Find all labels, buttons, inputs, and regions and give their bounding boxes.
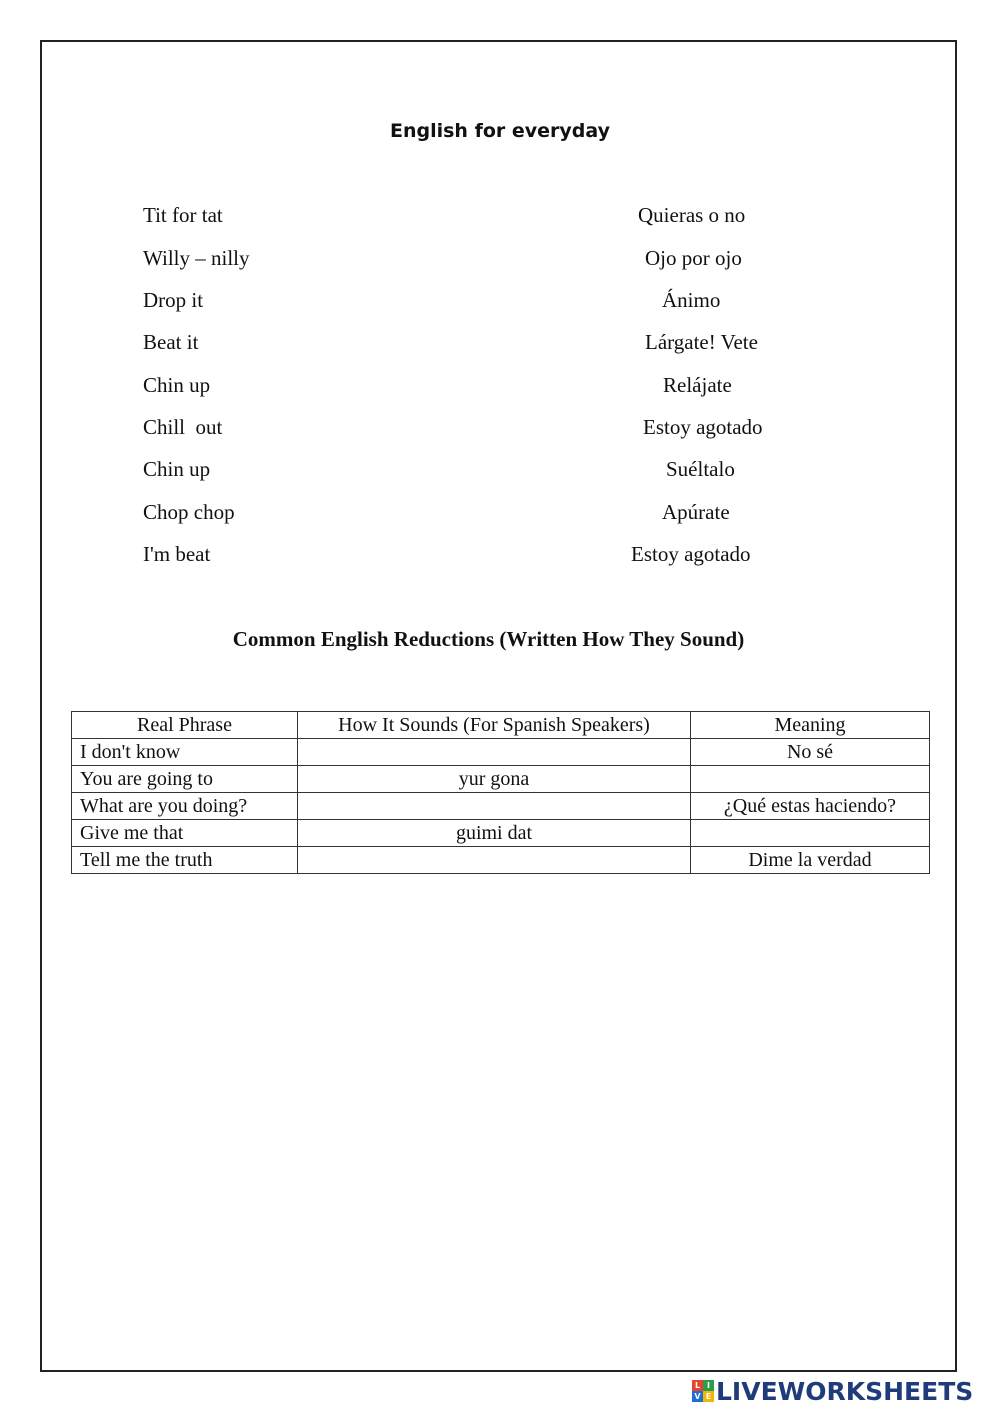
spanish-expression[interactable]: Estoy agotado bbox=[631, 542, 751, 566]
column-header: Meaning bbox=[691, 712, 930, 739]
liveworksheets-logo-icon bbox=[692, 1380, 714, 1402]
brand-name: LIVEWORKSHEETS bbox=[716, 1376, 974, 1406]
phrase-cell: Tell me the truth bbox=[72, 847, 298, 874]
expression-row bbox=[0, 500, 1000, 530]
spanish-expression[interactable]: Estoy agotado bbox=[643, 415, 763, 439]
liveworksheets-brand[interactable] bbox=[692, 1376, 973, 1406]
expression-row bbox=[0, 330, 1000, 360]
phrase-cell: You are going to bbox=[72, 766, 298, 793]
reductions-table bbox=[71, 711, 930, 874]
meaning-cell[interactable]: Dime la verdad bbox=[691, 847, 930, 874]
column-header: How It Sounds (For Spanish Speakers) bbox=[298, 712, 691, 739]
spanish-expression[interactable]: Ojo por ojo bbox=[645, 246, 742, 270]
sound-cell[interactable] bbox=[298, 793, 691, 820]
spanish-expression[interactable]: Suéltalo bbox=[666, 457, 735, 481]
expression-row bbox=[0, 203, 1000, 233]
meaning-cell[interactable] bbox=[691, 766, 930, 793]
english-expression[interactable]: Chin up bbox=[143, 457, 211, 481]
expression-row bbox=[0, 246, 1000, 276]
english-expression[interactable]: Chop chop bbox=[143, 500, 235, 524]
page-border bbox=[40, 40, 957, 1372]
table-row bbox=[72, 793, 930, 820]
meaning-cell[interactable]: ¿Qué estas haciendo? bbox=[691, 793, 930, 820]
phrase-cell: What are you doing? bbox=[72, 793, 298, 820]
expression-row bbox=[0, 373, 1000, 403]
expression-row bbox=[0, 288, 1000, 318]
table-row bbox=[72, 847, 930, 874]
english-expression[interactable]: Chin up bbox=[143, 373, 211, 397]
meaning-cell[interactable] bbox=[691, 820, 930, 847]
meaning-cell[interactable]: No sé bbox=[691, 739, 930, 766]
spanish-expression[interactable]: Ánimo bbox=[662, 288, 721, 312]
expression-row bbox=[0, 542, 1000, 572]
spanish-expression[interactable]: Lárgate! Vete bbox=[645, 330, 758, 354]
english-expression[interactable]: I'm beat bbox=[143, 542, 211, 566]
english-expression[interactable]: Tit for tat bbox=[143, 203, 223, 227]
spanish-expression[interactable]: Quieras o no bbox=[638, 203, 746, 227]
sound-cell[interactable] bbox=[298, 847, 691, 874]
logo-letter: V bbox=[692, 1391, 703, 1402]
english-expression[interactable]: Willy – nilly bbox=[143, 246, 250, 270]
expression-row bbox=[0, 415, 1000, 445]
expression-row bbox=[0, 457, 1000, 487]
spanish-expression[interactable]: Relájate bbox=[663, 373, 732, 397]
column-header: Real Phrase bbox=[72, 712, 298, 739]
spanish-expression[interactable]: Apúrate bbox=[662, 500, 730, 524]
sound-cell[interactable]: guimi dat bbox=[298, 820, 691, 847]
table-header-row bbox=[72, 712, 930, 739]
reductions-title: Common English Reductions (Written How They Sound) bbox=[232, 627, 745, 651]
logo-letter: L bbox=[692, 1380, 703, 1391]
phrase-cell: I don't know bbox=[72, 739, 298, 766]
table-row bbox=[72, 820, 930, 847]
english-expression[interactable]: Drop it bbox=[143, 288, 204, 312]
english-expression[interactable]: Chill out bbox=[143, 415, 223, 439]
logo-letter: E bbox=[703, 1391, 714, 1402]
table-row bbox=[72, 739, 930, 766]
sound-cell[interactable]: yur gona bbox=[298, 766, 691, 793]
page-title: English for everyday bbox=[389, 120, 611, 142]
phrase-cell: Give me that bbox=[72, 820, 298, 847]
sound-cell[interactable] bbox=[298, 739, 691, 766]
logo-letter: I bbox=[703, 1380, 714, 1391]
table-row bbox=[72, 766, 930, 793]
english-expression[interactable]: Beat it bbox=[143, 330, 199, 354]
